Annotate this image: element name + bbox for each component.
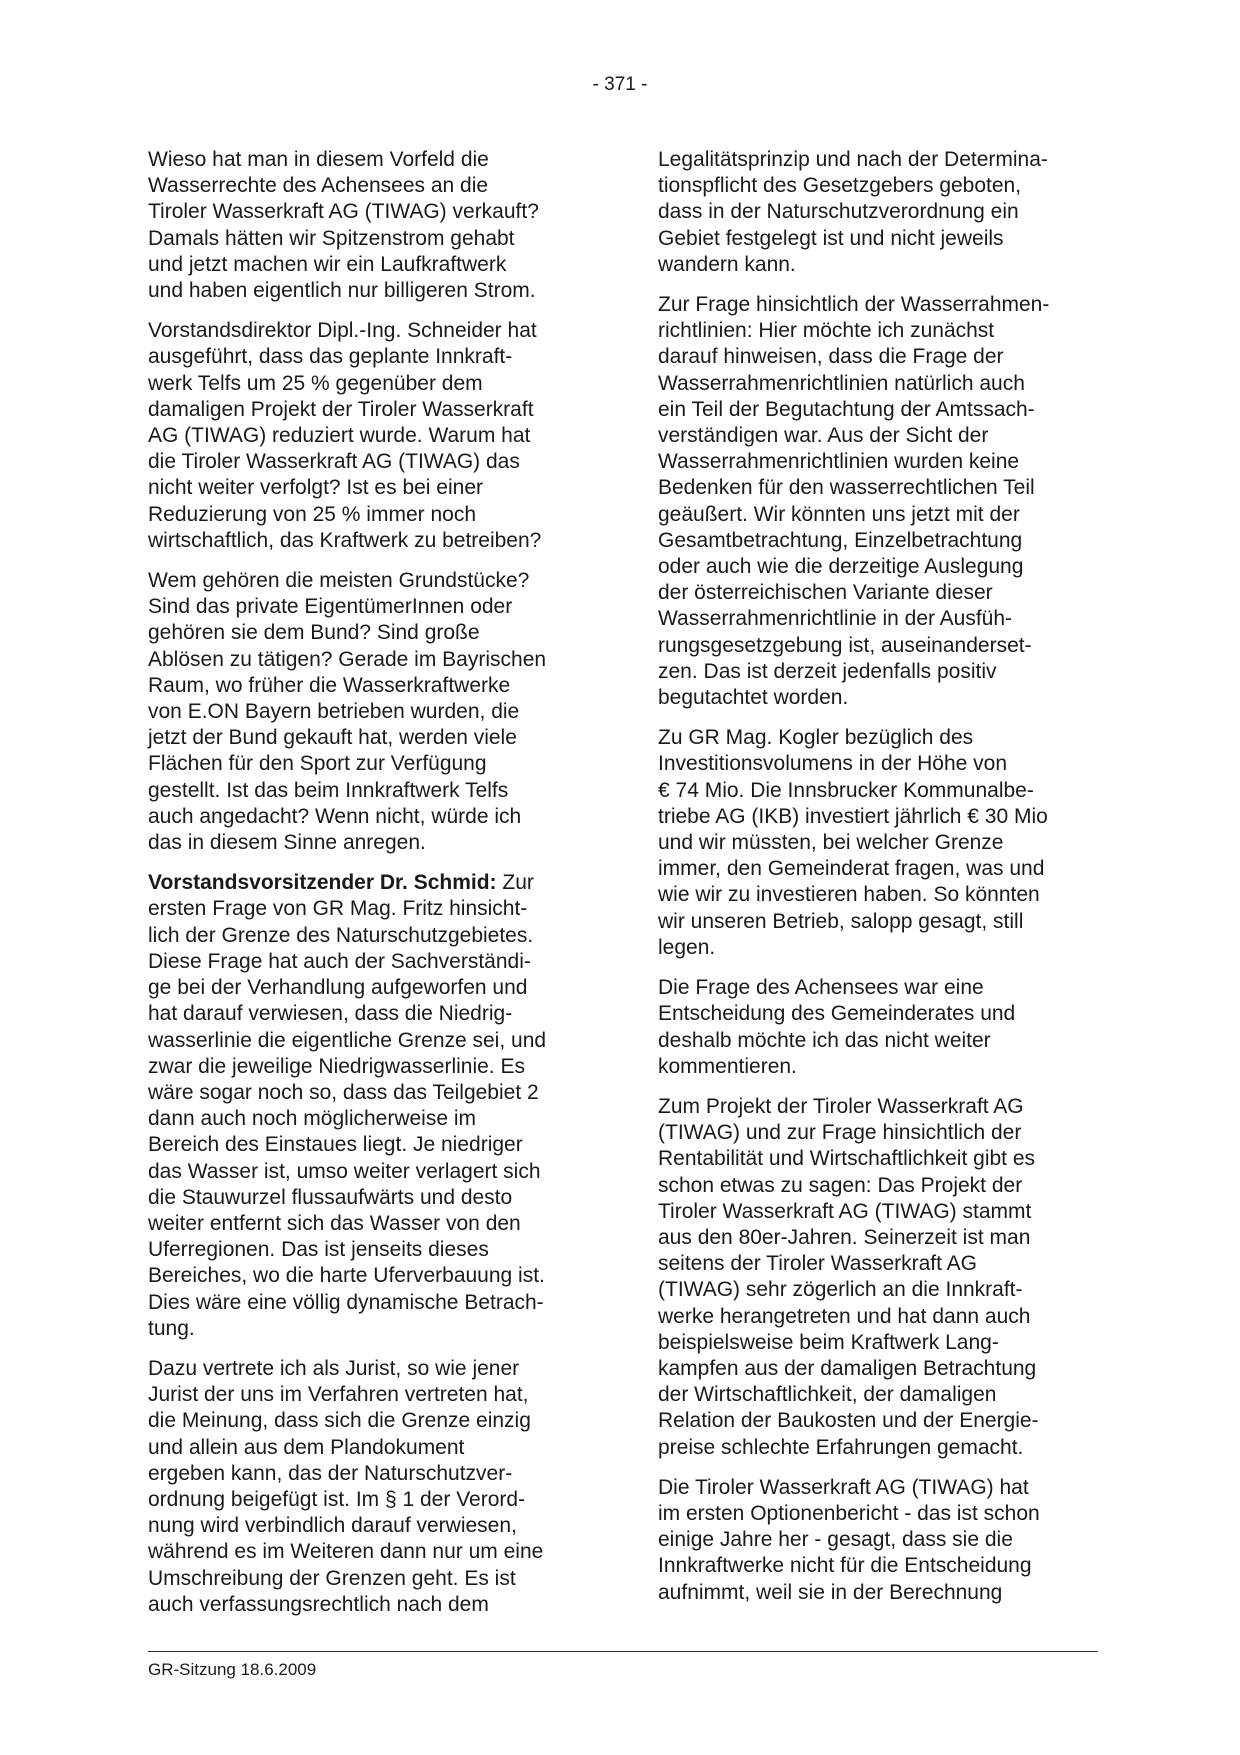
paragraph [658,1475,1098,1606]
text-line: begutachtet worden. [658,686,849,710]
text-line: Tiroler Wasserkraft AG (TIWAG) stammt [658,1199,1032,1223]
text-line: nicht weiter verfolgt? Ist es bei einer [148,476,483,500]
text-line: Gebiet festgelegt ist und nicht jeweils [658,226,1004,250]
text-line: immer, den Gemeinderat fragen, was und [658,857,1045,881]
text-line: und haben eigentlich nur billigeren Strom. [148,279,536,303]
text-line: Die Tiroler Wasserkraft AG (TIWAG) hat [658,1475,1029,1499]
text-line: Innkraftwerke nicht für die Entscheidung [658,1554,1032,1578]
text-line: und jetzt machen wir ein Laufkraftwerk [148,252,507,276]
text-line: (TIWAG) und zur Frage hinsichtlich der [658,1121,1022,1145]
text-line: (TIWAG) sehr zögerlich an die Innkraft- [658,1278,1023,1302]
paragraph [658,292,1098,711]
text-line: und wir müssten, bei welcher Grenze [658,831,1004,855]
text-line: legen. [658,935,716,959]
text-line: ergeben kann, das der Naturschutzver- [148,1461,513,1485]
text-line: im ersten Optionenbericht - das ist schon [658,1501,1040,1525]
text-line: nung wird verbindlich darauf verwiesen, [148,1514,517,1538]
text-line: dann auch noch möglicherweise im [148,1107,477,1131]
text-line: wasserlinie die eigentliche Grenze sei, und [148,1028,547,1052]
text-line: wäre sogar noch so, dass das Teilgebiet 2 [148,1080,539,1104]
text-line: Wasserrahmenrichtlinien natürlich auch [658,371,1025,395]
text-line: das Wasser ist, umso weiter verlagert sich [148,1159,541,1183]
paragraph [658,1094,1098,1461]
paragraph [658,147,1098,278]
text-line: Relation der Baukosten und der Energie- [658,1409,1039,1433]
text-line: Dazu vertrete ich als Jurist, so wie jener [148,1356,520,1380]
right-column [658,147,1098,1620]
text-line: Zu GR Mag. Kogler bezüglich des [658,726,974,750]
text-line: die Meinung, dass sich die Grenze einzig [148,1409,531,1433]
text-line: ausgeführt, dass das geplante Innkraft- [148,345,513,369]
text-line: Wasserrechte des Achensees an die [148,174,489,198]
text-line: dass in der Naturschutzverordnung ein [658,200,1019,224]
text-line: Vorstandsdirektor Dipl.-Ing. Schneider hat [148,319,537,343]
text-line: der Wirtschaftlichkeit, der damaligen [658,1383,997,1407]
text-line: Zum Projekt der Tiroler Wasserkraft AG [658,1094,1024,1118]
text-line: aus den 80er-Jahren. Seinerzeit ist man [658,1225,1031,1249]
text-line: € 74 Mio. Die Innsbrucker Kommunalbe- [658,778,1034,802]
text-line: damaligen Projekt der Tiroler Wasserkraft [148,397,534,421]
text-line: tung. [148,1316,195,1340]
text-line: ersten Frage von GR Mag. Fritz hinsicht- [148,897,528,921]
text-line: auch angedacht? Wenn nicht, würde ich [148,804,522,828]
text-line: Wasserrahmenrichtlinien wurden keine [658,450,1020,474]
paragraph [148,318,588,554]
text-line: die Tiroler Wasserkraft AG (TIWAG) das [148,450,520,474]
text-line: das in diesem Sinne anregen. [148,831,426,855]
text-line: auch verfassungsrechtlich nach dem [148,1592,489,1616]
text-line: wandern kann. [658,252,796,276]
text-line: jetzt der Bund gekauft hat, werden viele [148,726,517,750]
text-line: Legalitätsprinzip und nach der Determina- [658,148,1048,171]
text-line: ge bei der Verhandlung aufgeworfen und [148,976,528,1000]
text-line: der österreichischen Variante dieser [658,581,993,605]
paragraph [148,1356,588,1618]
text-line: aufnimmt, weil sie in der Berechnung [658,1580,1003,1604]
text-line: werke herangetreten und hat dann auch [658,1304,1031,1328]
text-line: richtlinien: Hier möchte ich zunächst [658,319,995,343]
text-line: gehören sie dem Bund? Sind große [148,621,480,645]
paragraph [148,147,588,304]
text-line: die Stauwurzel flussaufwärts und desto [148,1185,513,1209]
speaker-name: Vorstandsvorsitzender Dr. Schmid: [148,871,497,895]
text-line: Gesamtbetrachtung, Einzelbetrachtung [658,528,1023,552]
text-line: zen. Das ist derzeit jedenfalls positiv [658,659,997,683]
text-line: kommentieren. [658,1054,797,1078]
text-line: tionspflicht des Gesetzgebers geboten, [658,174,1022,198]
text-line: Umschreibung der Grenzen geht. Es ist [148,1566,516,1590]
text-line: Wasserrahmenrichtlinie in der Ausfüh- [658,607,1013,631]
paragraph [658,725,1098,961]
text-line: zwar die jeweilige Niedrigwasserlinie. Es [148,1054,525,1078]
text-line: gestellt. Ist das beim Innkraftwerk Telfs [148,778,509,802]
text-line: seitens der Tiroler Wasserkraft AG [658,1252,977,1276]
text-line: Bereich des Einstaues liegt. Je niedriger [148,1133,523,1157]
text-line: schon etwas zu sagen: Das Projekt der [658,1173,1023,1197]
text-line: Ablösen zu tätigen? Gerade im Bayrischen [148,647,547,671]
text-line: deshalb möchte ich das nicht weiter [658,1028,991,1052]
text-line: Bereiches, wo die harte Uferverbauung ist. [148,1264,545,1288]
text-line: darauf hinweisen, dass die Frage der [658,345,1004,369]
text-line: ordnung beigefügt ist. Im § 1 der Verord- [148,1487,526,1511]
text-line: triebe AG (IKB) investiert jährlich € 30 Mio [658,804,1048,828]
text-line: kampfen aus der damaligen Betrachtung [658,1356,1037,1380]
text-line: Flächen für den Sport zur Verfügung [148,752,487,776]
text-line: Rentabilität und Wirtschaftlichkeit gibt es [658,1147,1036,1171]
text-line: werk Telfs um 25 % gegenüber dem [148,371,483,395]
text-line: Sind das private EigentümerInnen oder [148,595,513,619]
text-line: Raum, wo früher die Wasserkraftwerke [148,673,511,697]
footer-divider [148,1651,1098,1652]
text-line: Zur [496,871,534,895]
text-line: Reduzierung von 25 % immer noch [148,502,477,526]
text-line: preise schlechte Erfahrungen gemacht. [658,1435,1024,1459]
footer-session-date: GR-Sitzung 18.6.2009 [148,1660,317,1679]
text-line: Jurist der uns im Verfahren vertreten hat, [148,1383,529,1407]
text-line: Zur Frage hinsichtlich der Wasserrahmen- [658,293,1050,317]
text-line: Damals hätten wir Spitzenstrom gehabt [148,226,515,250]
text-line: einige Jahre her - gesagt, dass sie die [658,1528,1013,1552]
text-line: wirtschaftlich, das Kraftwerk zu betreiben? [148,528,542,552]
text-line: rungsgesetzgebung ist, auseinanderset- [658,633,1032,657]
left-column [148,147,588,1632]
text-line: oder auch wie die derzeitige Auslegung [658,555,1024,579]
text-line: verständigen war. Aus der Sicht der [658,424,989,448]
text-line: von E.ON Bayern betrieben wurden, die [148,700,520,724]
text-line: Tiroler Wasserkraft AG (TIWAG) verkauft? [148,200,539,224]
text-line: Wem gehören die meisten Grundstücke? [148,569,530,593]
page-number: - 371 - [592,74,648,95]
text-line: Entscheidung des Gemeinderates und [658,1002,1016,1026]
text-line: AG (TIWAG) reduziert wurde. Warum hat [148,424,531,448]
text-line: weiter entfernt sich das Wasser von den [148,1211,521,1235]
text-line: und allein aus dem Plandokument [148,1435,465,1459]
text-line: wir unseren Betrieb, salopp gesagt, still [658,909,1024,933]
text-line: Dies wäre eine völlig dynamische Betrach- [148,1290,544,1314]
text-line: lich der Grenze des Naturschutzgebietes. [148,923,534,947]
paragraph [148,870,588,1342]
text-line: Bedenken für den wasserrechtlichen Teil [658,476,1035,500]
text-line: Die Frage des Achensees war eine [658,976,984,1000]
text-line: Investitionsvolumens in der Höhe von [658,752,1008,776]
paragraph [658,975,1098,1080]
text-line: wie wir zu investieren haben. So könnten [658,883,1040,907]
text-line: beispielsweise beim Kraftwerk Lang- [658,1330,999,1354]
text-line: Wieso hat man in diesem Vorfeld die [148,148,489,171]
text-line: während es im Weiteren dann nur um eine [148,1540,544,1564]
text-line: Uferregionen. Das ist jenseits dieses [148,1238,489,1262]
text-line: ein Teil der Begutachtung der Amtssach- [658,397,1035,421]
text-line: hat darauf verwiesen, dass die Niedrig- [148,1002,513,1026]
text-line: geäußert. Wir könnten uns jetzt mit der [658,502,1020,526]
paragraph [148,568,588,856]
text-line: Diese Frage hat auch der Sachverständi- [148,949,531,973]
